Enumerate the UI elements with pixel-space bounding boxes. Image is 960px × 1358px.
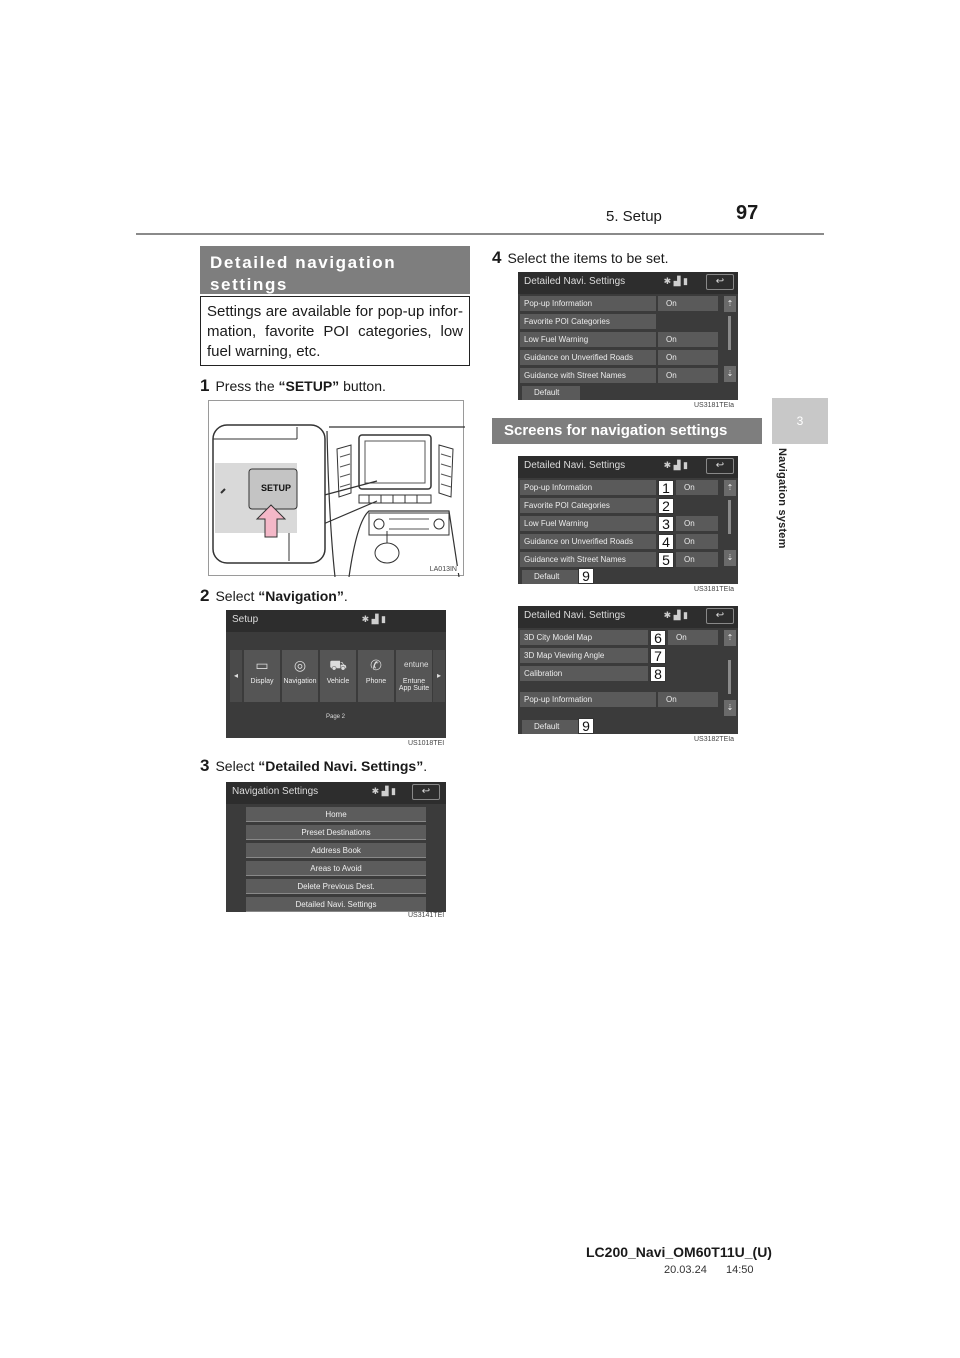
phone-icon: ✆ [370, 657, 382, 673]
screen-title: Detailed Navi. Settings [518, 606, 738, 628]
section-title: 5. Setup [606, 208, 662, 225]
figure-code: US3181TEIa [694, 402, 735, 409]
setting-popup-information[interactable]: Pop-up Information [520, 480, 656, 495]
callout-number: 9 [578, 718, 594, 734]
entune-logo: entune [404, 660, 429, 669]
navigation-icon: ◎ [293, 657, 307, 673]
setting-low-fuel-warning[interactable]: Low Fuel Warning [520, 332, 656, 347]
figure-code: US3182TEIa [694, 736, 735, 743]
setting-3d-city-model-map[interactable]: 3D City Model Map [520, 630, 648, 645]
detailed-navi-settings-screen-page2 [518, 606, 738, 734]
setting-guidance-unverified-roads[interactable]: Guidance on Unverified Roads [520, 534, 656, 549]
dashboard-illustration [209, 401, 465, 577]
setting-value[interactable]: On [668, 630, 718, 645]
setting-guidance-unverified-roads[interactable]: Guidance on Unverified Roads [520, 350, 656, 365]
back-button[interactable] [706, 608, 734, 624]
figure-code: LA013IN [429, 566, 457, 573]
section-heading: Detailed navigation settings [200, 246, 470, 294]
back-arrow-icon: ↩ [715, 460, 725, 471]
callout-number: 6 [650, 630, 666, 646]
menu-item-detailed-navi-settings[interactable]: Detailed Navi. Settings [246, 897, 426, 912]
setting-value[interactable]: On [658, 332, 718, 347]
setting-value[interactable]: On [658, 350, 718, 365]
scrollbar-track[interactable] [728, 316, 731, 350]
callout-number: 9 [578, 568, 594, 584]
setting-guidance-street-names[interactable]: Guidance with Street Names [520, 368, 656, 383]
callout-number: 5 [658, 552, 674, 568]
scroll-left-button[interactable]: ◂ [230, 650, 242, 702]
status-icons: ✱ ▟ ▮ [663, 460, 688, 470]
menu-item-home[interactable]: Home [246, 807, 426, 822]
back-arrow-icon: ↩ [715, 276, 725, 287]
step-3: 3 Select “Detailed Navi. Settings”. [200, 756, 428, 775]
scrollbar-track[interactable] [728, 660, 731, 694]
callout-number: 4 [658, 534, 674, 550]
back-button[interactable] [412, 784, 440, 800]
tile-entune[interactable]: entune Entune App Suite [396, 650, 432, 702]
chapter-number: 3 [796, 414, 804, 428]
chapter-tab [772, 398, 828, 444]
screen-title: Detailed Navi. Settings [518, 272, 738, 294]
menu-item-delete-previous-dest[interactable]: Delete Previous Dest. [246, 879, 426, 894]
scrollbar-track[interactable] [728, 500, 731, 534]
default-button[interactable]: Default [522, 720, 580, 734]
screen-title: Detailed Navi. Settings [518, 456, 738, 478]
setting-value[interactable]: On [658, 368, 718, 383]
menu-item-address-book[interactable]: Address Book [246, 843, 426, 858]
navigation-settings-screen [226, 782, 446, 912]
scroll-up-button[interactable]: ⇡ [724, 630, 736, 646]
default-button[interactable]: Default [522, 386, 580, 400]
detailed-navi-settings-screen [518, 272, 738, 400]
vehicle-icon: ⛟ [329, 657, 347, 673]
setting-favorite-poi-categories[interactable]: Favorite POI Categories [520, 498, 656, 513]
menu-item-preset-destinations[interactable]: Preset Destinations [246, 825, 426, 840]
setting-3d-map-viewing-angle[interactable]: 3D Map Viewing Angle [520, 648, 648, 663]
callout-number: 1 [658, 480, 674, 496]
setting-low-fuel-warning[interactable]: Low Fuel Warning [520, 516, 656, 531]
callout-number: 3 [658, 516, 674, 532]
setting-popup-information[interactable]: Pop-up Information [520, 692, 656, 707]
page-number: 97 [736, 202, 759, 224]
section-heading: Screens for navigation settings [492, 418, 762, 444]
setting-popup-information[interactable]: Pop-up Information [520, 296, 656, 311]
footer-time: 14:50 [726, 1264, 754, 1276]
status-icons: ✱ ▟ ▮ [663, 610, 688, 620]
status-icons: ✱ ▟ ▮ [371, 786, 396, 796]
screen-title: Setup [226, 610, 446, 632]
setting-value[interactable]: On [658, 296, 718, 311]
figure-code: US1018TEI [408, 740, 445, 747]
status-icons: ✱ ▟ ▮ [361, 614, 386, 624]
header-rule [136, 233, 824, 235]
display-icon: ▭ [255, 657, 269, 673]
figure-setup-button [208, 400, 464, 576]
setup-screen [226, 610, 446, 738]
menu-item-areas-to-avoid[interactable]: Areas to Avoid [246, 861, 426, 876]
tile-navigation[interactable]: ◎ Navigation [282, 650, 318, 702]
figure-code: US3181TEIa [694, 586, 735, 593]
page-indicator: Page 2 [326, 714, 346, 720]
setup-button-label: SETUP [261, 483, 292, 493]
back-button[interactable] [706, 458, 734, 474]
footer-document-id: LC200_Navi_OM60T11U_(U) [586, 1244, 772, 1260]
status-icons: ✱ ▟ ▮ [663, 276, 688, 286]
scroll-down-button[interactable]: ⇣ [724, 550, 736, 566]
tile-vehicle[interactable]: ⛟ Vehicle [320, 650, 356, 702]
default-button[interactable]: Default [522, 570, 580, 584]
scroll-down-button[interactable]: ⇣ [724, 700, 736, 716]
footer-date: 20.03.24 [664, 1264, 707, 1276]
setting-value[interactable]: On [658, 692, 718, 707]
callout-number: 7 [650, 648, 666, 664]
setting-value[interactable]: On [676, 534, 718, 549]
chapter-side-title: Navigation system [776, 448, 788, 549]
step-4: 4 Select the items to be set. [492, 248, 669, 267]
intro-box: Settings are available for pop-up infor- mation, favorite POI categories, low fuel warning, etc. [200, 296, 470, 366]
setting-value[interactable]: On [676, 480, 718, 495]
scroll-right-button[interactable]: ▸ [433, 650, 445, 702]
tile-display[interactable]: ▭ Display [244, 650, 280, 702]
step-1: 1 Press the “SETUP” button. [200, 376, 386, 395]
setting-value[interactable]: On [676, 516, 718, 531]
setting-favorite-poi-categories[interactable]: Favorite POI Categories [520, 314, 656, 329]
setting-value[interactable]: On [676, 552, 718, 567]
back-arrow-icon: ↩ [421, 786, 431, 797]
detailed-navi-settings-screen-labeled [518, 456, 738, 584]
scroll-down-button[interactable]: ⇣ [724, 366, 736, 382]
screen-title: Navigation Settings [226, 782, 446, 804]
back-button[interactable] [706, 274, 734, 290]
tile-phone[interactable]: ✆ Phone [358, 650, 394, 702]
figure-code: US3141TEI [408, 912, 445, 919]
scroll-up-button[interactable]: ⇡ [724, 296, 736, 312]
back-arrow-icon: ↩ [715, 610, 725, 621]
callout-number: 8 [650, 666, 666, 682]
step-2: 2 Select “Navigation”. [200, 586, 348, 605]
setting-guidance-street-names[interactable]: Guidance with Street Names [520, 552, 656, 567]
callout-number: 2 [658, 498, 674, 514]
scroll-up-button[interactable]: ⇡ [724, 480, 736, 496]
setting-calibration[interactable]: Calibration [520, 666, 648, 681]
